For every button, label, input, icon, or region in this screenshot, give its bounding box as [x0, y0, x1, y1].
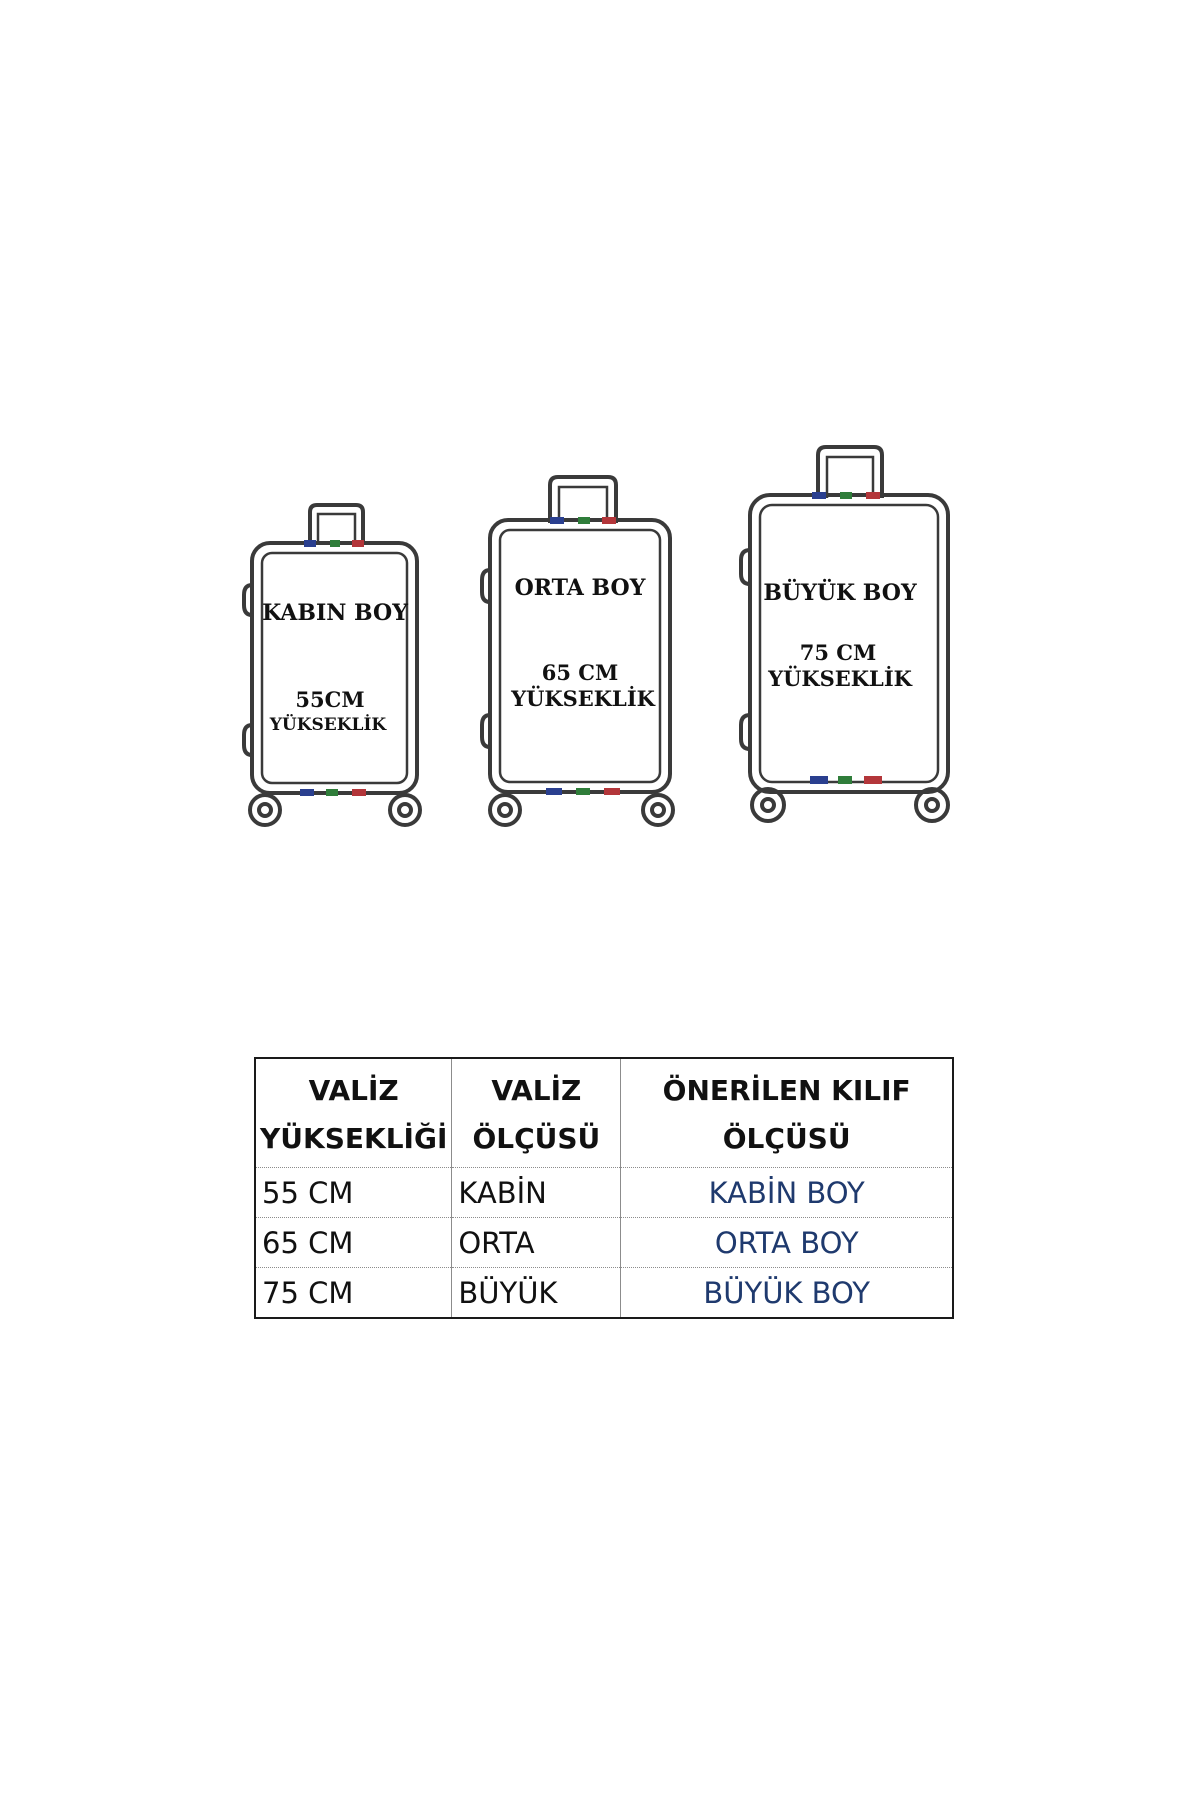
header-suitcase-size — [452, 1058, 621, 1168]
cabin-height-value: 55CM — [295, 687, 365, 712]
cabin-size-label: KABIN BOY — [262, 600, 408, 626]
cell-cover: ORTA BOY — [621, 1218, 953, 1268]
suitcase-large — [741, 447, 948, 821]
header-suitcase-height — [255, 1058, 452, 1168]
table-header-row — [255, 1058, 953, 1168]
cell-size: KABİN — [452, 1168, 621, 1218]
large-size-label: BÜYÜK BOY — [763, 580, 917, 606]
header-line: VALİZ — [491, 1074, 582, 1107]
medium-height-value: 65 CM — [541, 660, 619, 685]
suitcase-cabin — [244, 505, 420, 825]
table-row — [255, 1218, 953, 1268]
header-line: YÜKSEKLİĞİ — [260, 1122, 448, 1155]
cell-height: 75 CM — [255, 1268, 452, 1319]
suitcase-large-stripes — [810, 492, 882, 784]
suitcase-medium — [482, 477, 673, 825]
cell-size: BÜYÜK — [452, 1268, 621, 1319]
large-height-word: YÜKSEKLİK — [768, 666, 912, 691]
cell-height: 65 CM — [255, 1218, 452, 1268]
table-row — [255, 1268, 953, 1319]
large-height-value: 75 CM — [799, 640, 877, 665]
suitcase-medium-stripes — [546, 517, 620, 795]
header-line: VALİZ — [308, 1074, 399, 1107]
size-guide-table — [254, 1057, 954, 1319]
header-recommended-cover — [621, 1058, 953, 1168]
table-row — [255, 1168, 953, 1218]
cabin-height-word: YÜKSEKLİK — [269, 715, 387, 735]
header-line: ÖNERİLEN KILIF ÖLÇÜSÜ — [662, 1074, 911, 1155]
cell-size: ORTA — [452, 1218, 621, 1268]
header-line: ÖLÇÜSÜ — [472, 1122, 601, 1155]
suitcase-cabin-stripes — [300, 540, 366, 796]
cell-height: 55 CM — [255, 1168, 452, 1218]
medium-height-word: YÜKSEKLİK — [511, 686, 655, 711]
cell-cover: BÜYÜK BOY — [703, 1275, 870, 1310]
medium-size-label: ORTA BOY — [514, 575, 646, 601]
cell-cover: KABİN BOY — [621, 1168, 953, 1218]
